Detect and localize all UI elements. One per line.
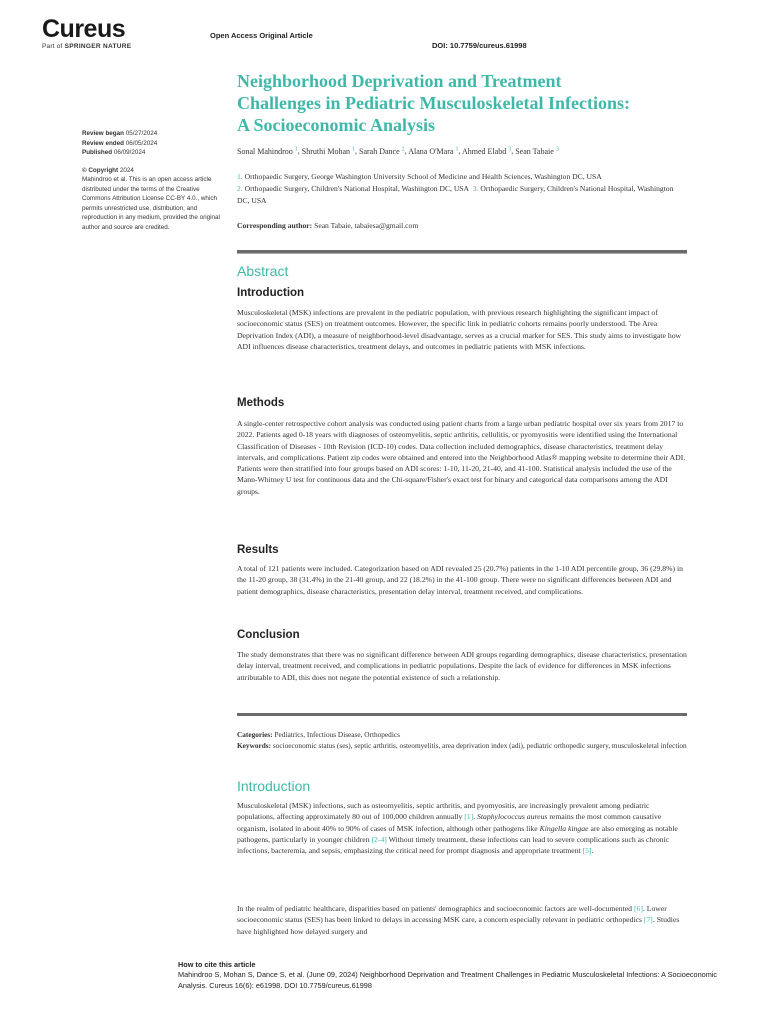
article-type: Open Access Original Article [210, 31, 313, 40]
license-text: Mahindroo et al. This is an open access article distributed under the terms of the Creative Commons Attribution License CC-BY 4.0., which permits unrestricted use, distribution, and reproduction in any medium, provided the original author and source are credited. [82, 176, 220, 231]
author[interactable]: Sean Tabaie $^3$ [515, 146, 559, 156]
categories: Categories: Pediatrics, Infectious Disease, Orthopedics [237, 730, 400, 739]
abstract-introduction-text: Musculoskeletal (MSK) infections are prevalent in the pediatric population, with previous research highlighting the significant impact of socioeconomic status (SES) on treatment outcomes. However, the specific link in pediatric cohorts remains poorly understood. The Area Deprivation Index (ADI), a measure of neighborhood-level disadvantage, serves as a crucial marker for SES. This study aims to investigate how ADI influences disease characteristics, treatment delays, and outcomes in pediatric patients with MSK infections. [237, 308, 682, 351]
copyright: © Copyright 2024 [82, 166, 134, 174]
section-divider [237, 713, 687, 716]
author[interactable]: Sonal Mahindroo $^1$ [237, 146, 298, 156]
sidebar [82, 129, 220, 232]
keywords: Keywords: socioeconomic status (ses), septic arthritis, osteomyelitis, area deprivation index (adi), pediatric orthopedic surgery, musculoskeletal infection [237, 741, 687, 750]
article-header [237, 70, 687, 230]
corresponding-author: Corresponding author: Sean Tabaie, tabaiesa@gmail.com [237, 220, 419, 230]
published-date: Published 06/09/2024 [82, 149, 146, 156]
author-list: Sonal Mahindroo $^1$, Shruthi Mohan $^1$, Sarah Dance $^2$, Alana O'Mara $^1$, Ahmed Elabd $^3$, Sean Tabaie $^3$ [237, 146, 559, 156]
abstract-results-heading: Results [237, 544, 279, 556]
abstract-methods-heading: Methods [237, 397, 285, 409]
journal-logo [42, 16, 131, 50]
abstract-methods-text: A single-center retrospective cohort analysis was conducted using patient charts from a large urban pediatric hospital over six years from 2017 to 2022. Patients aged 0-18 years with diagnoses of osteomyelitis, septic arthritis, cellulitis, or pyomyositis were identified using the International Classification of Diseases - 10th Revision (ICD-10) codes. Data collection included demographics, disease characteristics, treatment delay intervals, and complications. Patient zip codes were obtained and entered into the Neighborhood Atlas® mapping website to determine their ADI. Patients were then stratified into four groups based on ADI scores: 1-10, 11-20, 21-40, and 41-100. Statistical analysis included the use of the Mann-Whitney U test for continuous data and the Chi-square/Fisher's exact test for binary and categorical data comparisons among the ADI groups. [237, 419, 686, 496]
introduction-paragraph-1: Musculoskeletal (MSK) infections, such as osteomyelitis, septic arthritis, and pyomyositis, are increasingly prevalent among pediatric populations, affecting approximately 80 out of 100,000 children annually [1]. Staphylococcus aureus remains the most common causative organism, isolated in about 40% to 90% of cases of MSK infection, although other pathogens like Kingella kingae are also emerging as notable pathogens, particularly in younger children [2-4] Without timely treatment, these infections can lead to severe complications such as chronic infections, bacteremia, and sepsis, emphasizing the critical need for prompt diagnosis and appropriate treatment [5]. [237, 801, 678, 856]
article-meta [237, 729, 687, 751]
author[interactable]: Shruthi Mohan $^1$ [301, 146, 356, 156]
abstract-results-text: A total of 121 patients were included. Categorization based on ADI revealed 25 (20.7%) patients in the 1-10 ADI percentile group, 36 (29.8%) in the 11-20 group, 38 (31.4%) in the 21-40 group, and 22 (18.2%) in the 41-100 group. There were no significant differences between ADI and patient demographics, disease characteristics, presentation delay interval, treatment received, and complications. [237, 564, 683, 596]
author[interactable]: Ahmed Elabd $^3$ [462, 146, 512, 156]
affiliation: 3. Orthopaedic Surgery, Children's National Hospital, Washington DC, USA [237, 183, 674, 205]
abstract-conclusion-text: The study demonstrates that there was no significant difference between ADI groups regarding demographics, disease characteristics, presentation delay interval, treatment received, and complications in pediatric populations. Despite the lack of evidence for differences in MSK infections attributable to ADI, this does not negate the potential existence of such a relationship. [237, 650, 687, 682]
citation-link[interactable]: [1] [464, 812, 474, 822]
review-began: Review began 05/27/2024 [82, 130, 158, 137]
logo-publisher: Part of SPRINGER NATURE [42, 43, 132, 50]
affiliations [237, 171, 687, 207]
section-divider [237, 250, 687, 254]
affiliation: 1. Orthopaedic Surgery, George Washington University School of Medicine and Health Sciences, Washington DC, USA [237, 171, 602, 181]
author[interactable]: Sarah Dance $^2$ [359, 146, 405, 156]
corresponding-email[interactable]: Sean Tabaie, tabaiesa@gmail.com [314, 220, 419, 230]
affiliation: 2. Orthopaedic Surgery, Children's National Hospital, Washington DC, USA [237, 183, 470, 193]
doi[interactable]: DOI: 10.7759/cureus.61998 [432, 41, 527, 50]
abstract-heading: Abstract [237, 263, 289, 279]
review-ended: Review ended 06/05/2024 [82, 139, 158, 147]
logo-name: Cureus [42, 15, 126, 43]
abstract-conclusion-heading: Conclusion [237, 629, 300, 641]
author[interactable]: Alana O'Mara $^1$ [408, 146, 459, 156]
citation-link[interactable]: [7] [643, 915, 653, 925]
how-to-cite-heading: How to cite this article [178, 960, 256, 969]
introduction-paragraph-2: In the realm of pediatric healthcare, disparities based on patients' demographics and socioeconomic factors are well-documented [6]. Lower socioeconomic status (SES) has been linked to delays in accessing MSK care, a concern especially relevant in pediatric orthopedics [7]. Studies have highlighted how delayed surgery and [237, 904, 680, 936]
introduction-heading: Introduction [237, 778, 311, 794]
how-to-cite [178, 960, 718, 991]
abstract-introduction-heading: Introduction [237, 287, 305, 299]
article-title: Neighborhood Deprivation and Treatment Challenges in Pediatric Musculoskeletal Infections: A Socioeconomic Analysis [237, 71, 630, 135]
citation-link[interactable]: [5] [582, 846, 592, 856]
how-to-cite-text: Mahindroo S, Mohan S, Dance S, et al. (June 09, 2024) Neighborhood Deprivation and Treatment Challenges in Pediatric Musculoskeletal Infections: A Socioeconomic Analysis. Cureus 16(6): e61998. DOI 10.7759/cureus.61998 [178, 970, 718, 990]
citation-link[interactable]: [6] [633, 904, 643, 913]
citation-link[interactable]: [2-4] [371, 834, 387, 844]
